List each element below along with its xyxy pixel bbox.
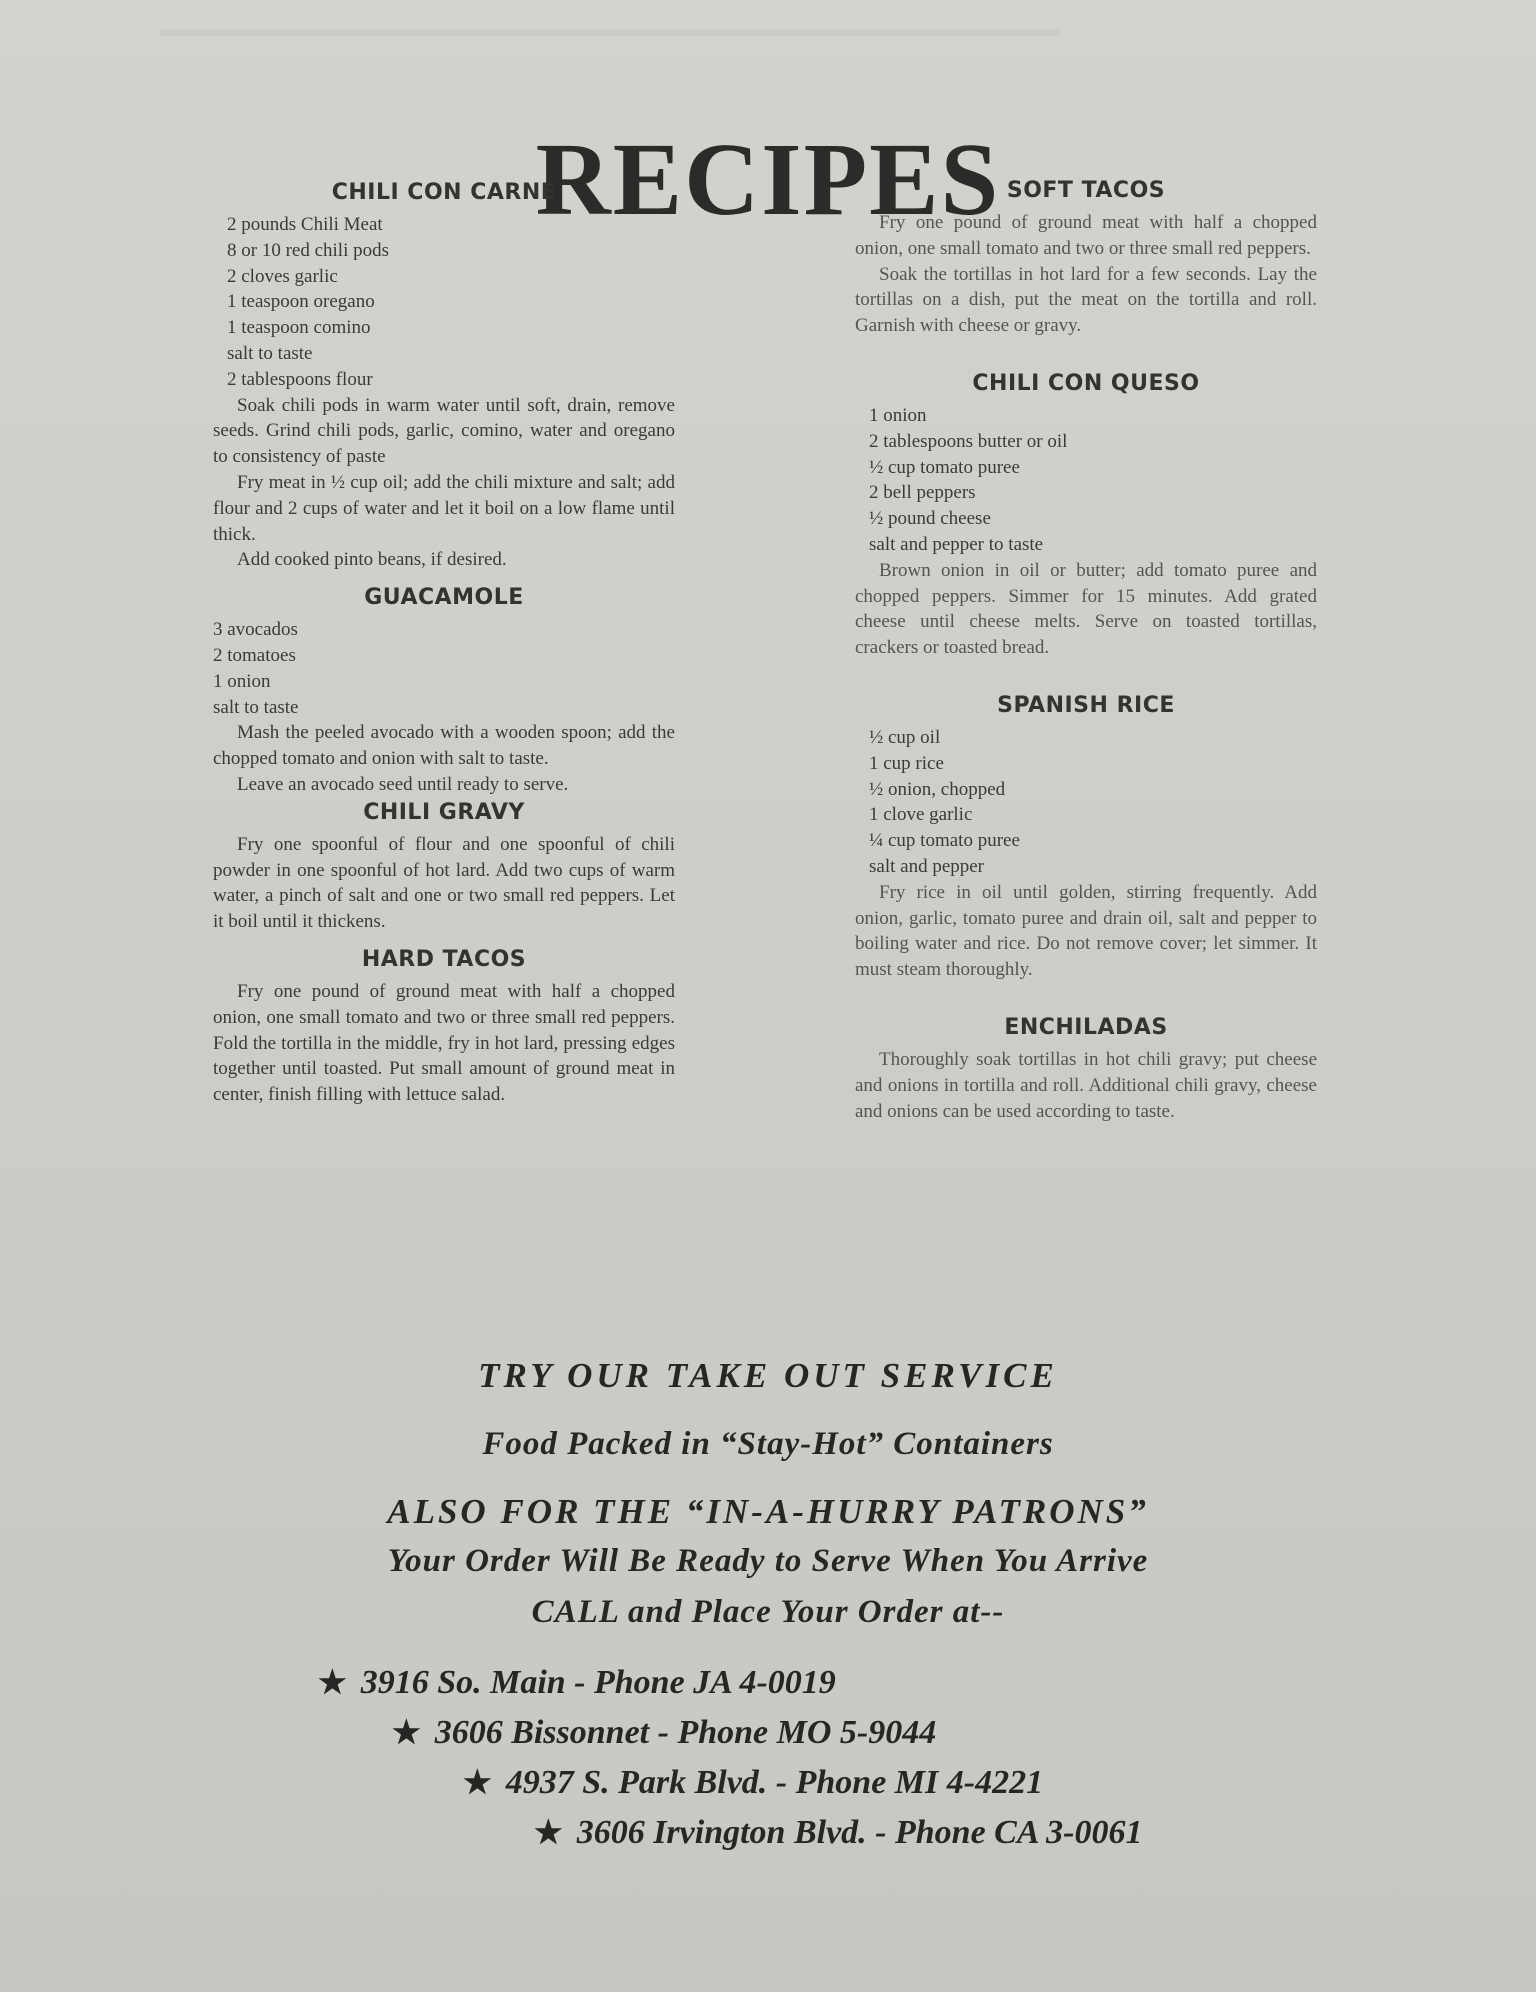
ingredient: 2 bell peppers: [869, 482, 976, 504]
ingredient: 1 clove garlic: [869, 804, 973, 826]
location-entry: [318, 1666, 836, 1700]
ingredient: salt to taste: [213, 696, 299, 718]
star-icon: ★: [392, 1714, 421, 1750]
recipe-enchiladas: [855, 1013, 1317, 1124]
recipe-title: SOFT TACOS: [1006, 178, 1166, 203]
recipe-guacamole: [213, 583, 675, 798]
recipe-hard-tacos: [213, 945, 675, 1108]
instruction-paragraph: Fry one spoonful of flour and one spoonful of chili powder in one spoonful of hot lard. Add two cups of warm water, a pinch of salt and one or two small red peppers. Let it boil until it thickens.: [213, 833, 675, 933]
bleed-through-shadow: [160, 30, 1060, 76]
ingredient: 2 tablespoons butter or oil: [869, 430, 1068, 452]
ingredient-list: [213, 212, 675, 393]
page-title: RECIPES: [535, 121, 1001, 237]
recipe-title: ENCHILADAS: [1004, 1014, 1168, 1040]
recipe-spanish-rice: [855, 691, 1317, 983]
ingredient: ½ pound cheese: [869, 508, 991, 530]
location-text: 3606 Irvington Blvd. - Phone CA 3-0061: [576, 1814, 1143, 1851]
ingredient-list: [855, 403, 1317, 558]
instruction-paragraph: Leave an avocado seed until ready to serve.: [237, 773, 569, 795]
instruction-paragraph: Fry one pound of ground meat with half a chopped onion, one small tomato and two or three small red peppers.: [855, 212, 1317, 259]
right-recipe-column: [855, 176, 1317, 1124]
recipe-chili-con-carne: [213, 178, 675, 573]
ingredient: 1 onion: [213, 670, 271, 692]
instruction-paragraph: Fry one pound of ground meat with half a chopped onion, one small tomato and two or three small red peppers. Fold the tortilla in the middle, fry in hot lard, pressing edges together until toasted. Put small amount of ground meat in center, finish filling with lettuce salad.: [213, 980, 675, 1106]
instruction-paragraph: Brown onion in oil or butter; add tomato puree and chopped peppers. Simmer for 15 minutes. Add grated cheese until cheese melts. Serve on toasted tortillas, crackers or toasted bread.: [855, 559, 1317, 659]
instruction-paragraph: Soak the tortillas in hot lard for a few seconds. Lay the tortillas on a dish, put the meat on the tortilla and roll. Garnish with cheese or gravy.: [855, 263, 1317, 337]
location-entry: [534, 1816, 1142, 1850]
location-text: 4937 S. Park Blvd. - Phone MI 4-4221: [505, 1764, 1044, 1801]
instruction-paragraph: Fry meat in ½ cup oil; add the chili mixture and salt; add flour and 2 cups of water and let it boil on a low flame until thick.: [213, 471, 675, 545]
star-icon: ★: [534, 1814, 563, 1850]
instruction-paragraph: Thoroughly soak tortillas in hot chili gravy; put cheese and onions in tortilla and roll. Additional chili gravy, cheese and onions can be used according to taste.: [855, 1048, 1317, 1122]
location-entry: [392, 1716, 936, 1750]
recipe-title: GUACAMOLE: [364, 585, 524, 611]
promo-ready-line: Your Order Will Be Ready to Serve When You Arrive: [387, 1543, 1149, 1579]
ingredient: 3 avocados: [213, 619, 298, 641]
recipe-title: CHILI CON CARNE: [331, 180, 557, 205]
ingredient: 1 cup rice: [869, 752, 944, 774]
recipe-chili-gravy: [213, 798, 675, 935]
ingredient: 8 or 10 red chili pods: [227, 239, 390, 261]
instruction-paragraph: Soak chili pods in warm water until soft, drain, remove seeds. Grind chili pods, garlic, comino, water and oregano to consistency of paste: [213, 394, 675, 468]
ingredient: 1 teaspoon comino: [227, 317, 371, 339]
promo-call-line: CALL and Place Your Order at--: [531, 1594, 1005, 1630]
ingredient: ½ onion, chopped: [869, 778, 1006, 800]
ingredient-list: [855, 725, 1317, 880]
recipe-title: HARD TACOS: [361, 946, 527, 972]
recipe-soft-tacos: [855, 176, 1317, 339]
star-icon: ★: [463, 1764, 492, 1800]
ingredient: 2 pounds Chili Meat: [227, 214, 383, 235]
ingredient: 1 teaspoon oregano: [227, 291, 375, 313]
ingredient: 1 onion: [869, 404, 927, 426]
ingredient: 2 tomatoes: [213, 644, 296, 666]
recipe-title: CHILI GRAVY: [363, 799, 525, 825]
ingredient: salt to taste: [227, 342, 313, 364]
ingredient: salt and pepper: [869, 855, 985, 877]
ingredient: salt and pepper to taste: [869, 533, 1044, 555]
ingredient: ½ cup oil: [869, 726, 941, 748]
recipe-title: CHILI CON QUESO: [972, 370, 1200, 396]
star-icon: ★: [318, 1664, 347, 1700]
ingredient: 2 tablespoons flour: [227, 368, 373, 390]
location-text: 3606 Bissonnet - Phone MO 5-9044: [434, 1714, 937, 1751]
recipe-title: SPANISH RICE: [997, 692, 1175, 718]
instruction-paragraph: Mash the peeled avocado with a wooden spoon; add the chopped tomato and onion with salt to taste.: [213, 722, 675, 770]
ingredient: 2 cloves garlic: [227, 265, 338, 287]
ingredient-list: [213, 617, 675, 720]
ingredient: ¼ cup tomato puree: [869, 830, 1020, 852]
promo-take-out-heading: TRY OUR TAKE OUT SERVICE: [478, 1356, 1058, 1395]
instruction-paragraph: Fry rice in oil until golden, stirring frequently. Add onion, garlic, tomato puree and drain oil, salt and pepper to boiling water and rice. Do not remove cover; let simmer. It must steam thoroughly.: [855, 881, 1317, 981]
recipe-chili-con-queso: [855, 369, 1317, 661]
promo-in-a-hurry-line: ALSO FOR THE “IN-A-HURRY PATRONS”: [387, 1492, 1149, 1531]
left-recipe-column: [213, 178, 675, 1108]
location-entry: [463, 1766, 1043, 1800]
ingredient: ½ cup tomato puree: [869, 456, 1020, 478]
instruction-paragraph: Add cooked pinto beans, if desired.: [237, 549, 507, 571]
location-text: 3916 So. Main - Phone JA 4-0019: [360, 1664, 836, 1701]
promo-stay-hot-line: Food Packed in “Stay-Hot” Containers: [482, 1426, 1054, 1462]
